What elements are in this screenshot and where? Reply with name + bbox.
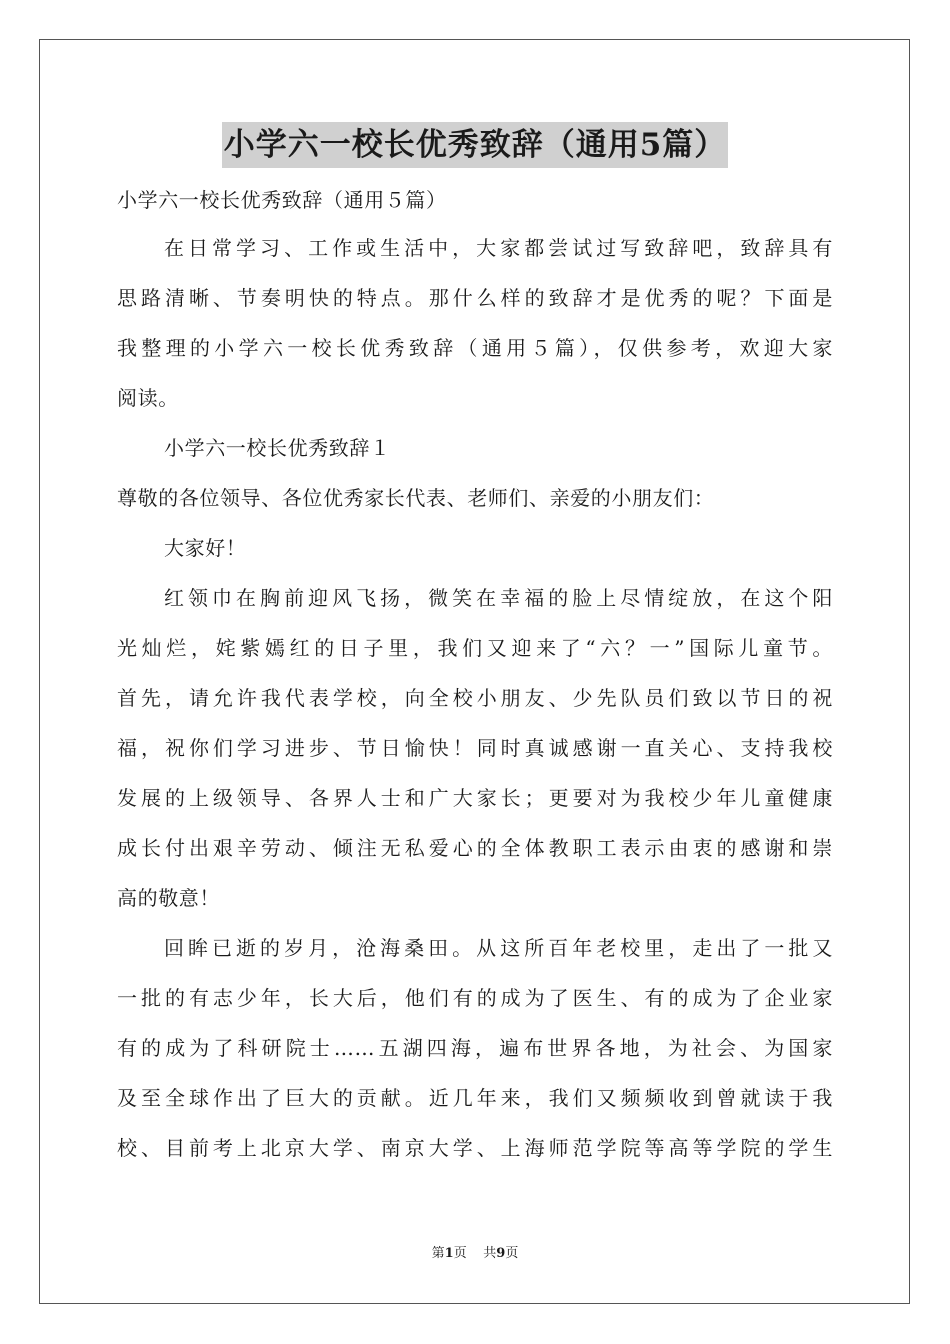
body-text-line: 阅读。: [117, 386, 179, 410]
body-text-line: 我整理的小学六一校长优秀致辞（通用５篇），仅供参考，欢迎大家: [117, 336, 833, 360]
page-footer: [0, 1244, 950, 1264]
page-prefix: 第: [431, 1246, 445, 1261]
body-text-line: 在日常学习、工作或生活中，大家都尝试过写致辞吧，致辞具有: [164, 236, 833, 260]
total-pages: 9: [496, 1246, 506, 1261]
body-text-line: 一批的有志少年，长大后，他们有的成为了医生、有的成为了企业家: [117, 986, 833, 1010]
document-title: 小学六一校长优秀致辞（通用5篇）: [222, 122, 729, 168]
body-text-line: 及至全球作出了巨大的贡献。近几年来，我们又频频收到曾就读于我: [117, 1086, 833, 1110]
body-text-line: 尊敬的各位领导、各位优秀家长代表、老师们、亲爱的小朋友们：: [117, 486, 715, 510]
body-text-line: 大家好！: [164, 536, 247, 560]
body-text-line: 发展的上级领导、各界人士和广大家长；更要对为我校少年儿童健康: [117, 786, 833, 810]
document-body: [117, 178, 833, 1173]
total-prefix: 共: [483, 1246, 497, 1261]
total-suffix: 页: [505, 1246, 519, 1261]
body-text-line: 思路清晰、节奏明快的特点。那什么样的致辞才是优秀的呢？下面是: [117, 286, 833, 310]
body-text-line: 红领巾在胸前迎风飞扬，微笑在幸福的脸上尽情绽放，在这个阳: [164, 586, 833, 610]
document-subtitle: 小学六一校长优秀致辞（通用５篇）: [117, 188, 447, 212]
body-text-line: 小学六一校长优秀致辞１: [164, 436, 391, 460]
page-suffix: 页: [453, 1246, 467, 1261]
body-text-line: 首先，请允许我代表学校，向全校小朋友、少先队员们致以节日的祝: [117, 686, 833, 710]
document-title-block: [0, 122, 950, 168]
body-text-line: 福，祝你们学习进步、节日愉快！同时真诚感谢一直关心、支持我校: [117, 736, 833, 760]
body-text-line: 成长付出艰辛劳动、倾注无私爱心的全体教职工表示由衷的感谢和崇: [117, 836, 833, 860]
body-text-line: 光灿烂，姹紫嫣红的日子里，我们又迎来了“六？一”国际儿童节。: [117, 636, 833, 660]
body-text-line: 回眸已逝的岁月，沧海桑田。从这所百年老校里，走出了一批又: [164, 936, 833, 960]
body-text-line: 高的敬意！: [117, 886, 220, 910]
body-text-line: 有的成为了科研院士……五湖四海，遍布世界各地，为社会、为国家: [117, 1036, 833, 1060]
page-number: 1: [444, 1246, 454, 1261]
body-text-line: 校、目前考上北京大学、南京大学、上海师范学院等高等学院的学生: [117, 1136, 833, 1160]
